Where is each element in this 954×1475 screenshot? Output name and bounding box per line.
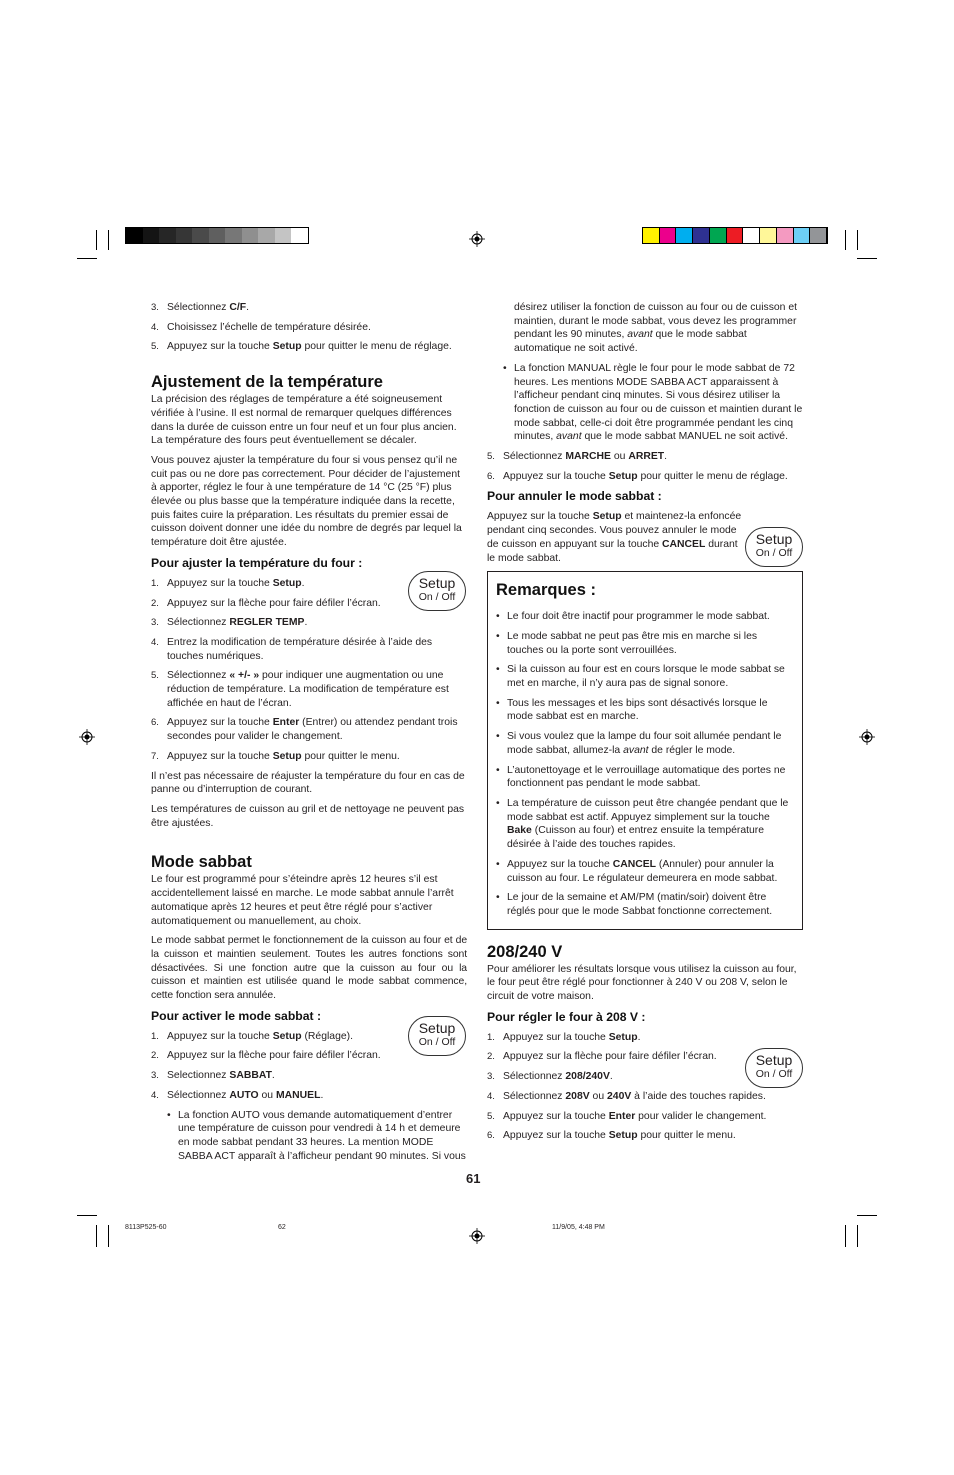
crop-mark [845,230,846,250]
list-item [151,321,467,335]
list-item [151,636,467,663]
step-text [503,1090,803,1104]
text: durant le mode sabbat. [487,538,738,564]
text: et maintenez-la enfoncée pendant cinq secondes. Vous pouvez annuler le mode de cuisson en appuyant sur la touche [487,511,742,550]
text: Si vous voulez que la lampe du four soit allumée pendant le mode sabbat, allumez-la [507,731,782,756]
remarques-box [487,571,803,929]
registration-mark-icon [859,729,875,745]
color-swatch [693,228,710,243]
list-item [151,301,467,315]
step-number: 4. [151,1089,159,1101]
bold-text: CANCEL [612,858,656,870]
list-item [487,1129,803,1143]
step-number: 4. [487,1090,495,1102]
gray-swatch [159,228,176,243]
step-number: 2. [151,1050,159,1062]
color-swatch [743,228,760,243]
bullet-text [507,610,794,624]
text: de régler le mode. [648,744,736,756]
gray-swatch [225,228,242,243]
text: ou [589,1090,608,1102]
list-item [151,1109,467,1164]
bullet-dot: • [167,1109,171,1121]
bullet-dot: • [496,797,500,809]
italic-text: avant [556,431,582,443]
step-number: 3. [151,1070,159,1082]
text: Le jour de la semaine et AM/PM (matin/soir) doivent être réglés pour que le mode Sabbat fonctionne correctement. [507,892,773,917]
right-column [487,301,803,1149]
text: . [301,577,305,589]
step-number: 1. [151,577,159,589]
bold-text: MARCHE [565,451,611,463]
subsection-title: Pour activer le mode sabbat : [151,1008,322,1023]
step-text [503,1110,803,1124]
bold-text: SABBAT [229,1070,272,1082]
bullet-text [507,663,794,690]
registration-mark-icon [469,1228,485,1244]
text: La fonction MANUAL règle le four pour le mode sabbat de 72 heures. Les mentions MODE SABBA ACT apparaissent à l’afficheur pendant cinq minutes. Si vous désirez utiliser la fonction de cuisson au four ou de cuisson et maintien durant le mode sabbat, celle-ci doit être programmée pendant les cinq minutes, [514,362,803,443]
crop-mark [857,230,858,250]
text: Appuyez sur la touche [503,470,609,482]
text: Sélectionnez [503,1090,566,1102]
registration-mark-icon [469,231,485,247]
step-text [167,301,467,315]
paragraph: La précision des réglages de température a été soigneusement vérifiée à l’usine. Il est normal de remarquer quelques différences dans la durée de cuisson entre un four neuf et un four plus ancien. La température des fours peut éventuellement se décaler. [151,394,457,447]
bullet-dot: • [496,611,500,623]
text: Sélectionnez [503,451,566,463]
bullet-text [507,697,794,724]
text: Selectionnez [167,1070,230,1082]
list-item [496,891,794,918]
step-text [503,1031,803,1045]
subsection-title: Pour annuler le mode sabbat : [487,489,662,504]
setup-sublabel: On / Off [755,547,793,559]
bold-text: Setup [608,1031,638,1043]
bold-text: Setup [272,577,302,589]
text: Entrez la modification de température désirée à l’aide des touches numériques. [167,636,433,662]
list-item [487,450,803,464]
setup-label: Setup [755,1052,793,1068]
footer-date: 11/9/05, 4:48 PM [552,1224,605,1231]
step-text [167,636,467,663]
color-swatch [794,228,811,243]
text: . [664,451,668,463]
text: Appuyez sur la touche [507,858,613,870]
setup-sublabel: On / Off [418,591,456,603]
color-swatch [710,228,727,243]
text: Appuyez sur la touche [167,577,273,589]
list-item [487,1110,803,1124]
color-calibration-strip [642,227,828,244]
bold-text: Bake [507,825,532,837]
step-text [167,669,467,710]
list-item [496,697,794,724]
bold-text: 208/240V [565,1071,610,1083]
bold-text: Setup [608,1130,638,1142]
section-title: Mode sabbat [151,853,252,872]
color-swatch [660,228,677,243]
bullet-dot: • [496,664,500,676]
step-number: 3. [487,1071,495,1083]
text: La température de cuisson peut être changée pendant que le mode sabbat est actif. Appuyez simplement sur la touche [507,797,789,823]
text: pour indiquer une augmentation ou une réduction de température. La modification de température est affichée en haut de l’écran. [167,670,449,709]
step-number: 3. [151,302,159,313]
bullet-dot: • [496,697,500,709]
text: désirez utiliser la fonction de cuisson au four ou de cuisson et maintien, durant le mode sabbat, vous devez les programmer pendant les 90 minutes, [514,302,798,341]
text: . [320,1089,324,1101]
crop-mark [77,258,97,259]
color-swatch [760,228,777,243]
text: . [637,1031,641,1043]
step-number: 6. [151,717,159,729]
setup-label: Setup [418,1020,456,1036]
footer-page: 62 [278,1224,286,1231]
list-item [151,716,467,743]
text: pour quitter le menu. [301,750,400,762]
text: pour valider le changement. [635,1110,767,1122]
bullet-text [514,362,803,444]
list-item [151,669,467,710]
bold-text: CANCEL [662,538,706,550]
step-text [167,750,467,764]
crop-mark [845,1225,846,1247]
setup-button[interactable] [745,527,803,567]
color-swatch [777,228,794,243]
paragraph: Pour améliorer les résultats lorsque vous utilisez la cuisson au four, le four peut être réglé pour fonctionner à 240 V ou 208 V, selon le circuit de votre maison. [487,963,797,1003]
list-item [496,663,794,690]
gray-swatch [143,228,160,243]
bullet-dot: • [496,764,500,776]
bullet-dot: • [496,892,500,904]
bullet-dot: • [496,858,500,870]
list-item [487,1031,803,1045]
setup-label: Setup [755,531,793,547]
list-item [151,750,467,764]
bullet-text [507,630,794,657]
list-item [487,362,803,444]
list-item [151,616,467,630]
bold-text: « +/- » [229,670,260,682]
text: Appuyez sur la touche [167,750,273,762]
list-item [151,1069,467,1083]
list-item [487,470,803,484]
color-swatch [810,228,827,243]
crop-mark [96,1225,97,1247]
remarques-list [496,610,794,918]
text: Appuyez sur la flèche pour faire défiler l’écran. [503,1051,717,1063]
text: Sélectionnez [167,1089,230,1101]
bold-text: C/F [229,302,247,313]
setup-sublabel: On / Off [418,1036,456,1048]
step-text [503,450,803,464]
page-number: 61 [466,1171,481,1186]
section-title: Ajustement de la température [151,373,383,392]
bold-text: Setup [608,470,638,482]
text: Si la cuisson au four est en cours lorsque le mode sabbat se met en marche, il n’y aura pas de signal sonore. [507,664,785,690]
bullet-text [507,764,794,791]
step-number: 6. [487,1130,495,1142]
color-swatch [643,228,660,243]
box-title: Remarques : [496,581,596,600]
v-steps [487,1031,803,1143]
crop-mark [857,1215,877,1216]
text: Appuyez sur la flèche pour faire défiler l’écran. [167,1050,381,1062]
gray-swatch [209,228,226,243]
step-text [503,470,803,484]
paragraph: Les températures de cuisson au gril et de nettoyage ne peuvent pas être ajustées. [151,803,465,829]
bold-text: Setup [272,750,302,762]
bold-text: AUTO [229,1089,259,1101]
step-number: 5. [487,1110,495,1122]
crop-mark [108,230,109,250]
text: Appuyez sur la touche [167,717,273,729]
bullet-dot: • [496,731,500,743]
text: (Entrer) ou attendez pendant trois secondes pour valider le changement. [167,717,458,743]
italic-text: avant [627,329,653,341]
bold-text: Setup [272,1030,302,1042]
text: à l’aide des touches rapides. [631,1090,766,1102]
text: Appuyez sur la touche [167,341,273,353]
list-item [487,1090,803,1104]
setup-sublabel: On / Off [755,1068,793,1080]
gray-swatch [176,228,193,243]
crop-mark [96,230,97,250]
gray-calibration-strip [125,227,309,244]
text: Sélectionnez [167,617,230,629]
step-text [167,1069,467,1083]
bold-text: ARRET [628,451,665,463]
gray-swatch [192,228,209,243]
step-number: 6. [487,470,495,482]
step-text [167,616,467,630]
text: Appuyez sur la touche [167,1030,273,1042]
text: Appuyez sur la flèche pour faire défiler l’écran. [167,597,381,609]
list-item [151,1089,467,1103]
bold-text: 208V [565,1090,590,1102]
list-item [151,340,467,354]
step-number: 2. [151,597,159,609]
step-text [167,1089,467,1103]
color-swatch [727,228,744,243]
text: (Réglage). [301,1030,353,1042]
text: Appuyez sur la touche [503,1031,609,1043]
list-item [496,610,794,624]
step-number: 3. [151,617,159,629]
text: . [609,1071,613,1083]
setup-button[interactable] [745,1048,803,1088]
bullet-dot: • [503,362,507,374]
setup-button[interactable] [408,1016,466,1056]
step-number: 4. [151,636,159,648]
crop-mark [108,1225,109,1247]
bold-text: Enter [608,1110,636,1122]
paragraph: Le mode sabbat permet le fonctionnement de la cuisson au four et de la cuisson et maintien seulement. Toutes les autres fonctions sont désactivées. Si une fonction autre que la cuisson au four ou la cuisson et maintien est utilisée quand le mode sabbat commence, cette fonction sera annulée. [151,935,467,1002]
italic-text: avant [623,744,649,756]
paragraph: Vous pouvez ajuster la température du four si vous pensez qu’il ne cuit pas ou ne dore pas correctement. Pour décider de l’ajustement à apporter, réglez le four à une température de 14 °C (25 °F) plus élevée ou plus basse que la température indiquée dans la recette, puis faites cuire la préparation. Les résultats du premier essai de cuisson doivent donner une idée du nombre de degrés par lequel la température doit être ajustée. [151,454,462,549]
gray-swatch [242,228,259,243]
text: que le mode sabbat MANUEL ne soit activé. [581,431,788,443]
list-item [496,764,794,791]
gray-swatch [291,228,308,243]
text: Tous les messages et les bips sont désactivés lorsque le mode sabbat est en marche. [507,697,768,723]
text: Sélectionnez [167,302,230,313]
step-number: 5. [151,341,159,353]
bold-text: Enter [272,717,300,729]
text: pour quitter le menu de réglage. [637,470,788,482]
gray-swatch [275,228,292,243]
step-number: 5. [151,670,159,682]
text: (Cuisson au four) et entrez ensuite la température désirée à l’aide des touches rapides. [507,825,765,851]
bullet-text: La fonction AUTO vous demande automatiquement d’entrer une température de cuisson pour vendredi à 14 h et demeure en mode sabbat pendant 33 heures. La mention MODE SABBA ACT apparaît à l’afficheur pendant 90 minutes. Si vous [178,1109,466,1162]
bold-text: MANUEL [275,1089,321,1101]
paragraph [487,510,742,565]
step-text [167,321,467,335]
paragraph: Il n’est pas nécessaire de réajuster la température du four en cas de panne ou d’interruption de courant. [151,770,465,796]
bold-text: Setup [592,511,622,523]
bullet-text [507,858,794,885]
bold-text: REGLER TEMP [229,617,305,629]
continued-text [487,301,803,356]
text: Appuyez sur la touche [503,1130,609,1142]
list-item [496,858,794,885]
list-item [496,730,794,757]
step-number: 1. [151,1030,159,1042]
paragraph: Le four est programmé pour s’éteindre après 12 heures s’il est accidentellement laissé en marche. Le mode sabbat annule l’arrêt automatique après 12 heures et peut être réglé pour s’activer automatiquement ou manuellement, au choix. [151,874,454,927]
bullet-text [507,891,794,918]
text: ou [258,1089,276,1101]
text: Appuyez sur la touche [487,511,593,523]
text: L’autonettoyage et le verrouillage automatique des portes ne fonctionnent pas pendant le mode sabbat. [507,764,786,790]
steps-5-6 [487,450,803,483]
text: Le four doit être inactif pour programmer le mode sabbat. [507,611,770,623]
text: ou [611,451,629,463]
step-number: 4. [151,321,159,333]
text: pour quitter le menu de réglage. [301,341,452,353]
text: (Annuler) pour annuler la cuisson au four. Le régulateur demeurera en mode sabbat. [507,858,778,884]
text: . [246,302,250,313]
bold-text: 240V [607,1090,632,1102]
step-text [167,340,467,354]
bold-text: Setup [272,341,302,353]
step-text [167,716,467,743]
step-number: 1. [487,1031,495,1043]
text: Sélectionnez [503,1071,566,1083]
setup-label: Setup [418,575,456,591]
bullet-text [507,730,794,757]
step-number: 2. [487,1051,495,1063]
section-title: 208/240 V [487,942,563,961]
list-item [496,630,794,657]
step-number: 5. [487,451,495,463]
intro-steps [151,301,467,354]
text: Choisissez l’échelle de température désirée. [167,321,371,333]
crop-mark [857,258,877,259]
text: Appuyez sur la touche [503,1110,609,1122]
footer-file: 8113P525-60 [125,1224,167,1231]
text: . [304,617,308,629]
text: Le mode sabbat ne peut pas être mis en marche si les touches ou la porte sont verrouillées. [507,630,758,656]
bullet-dot: • [496,630,500,642]
crop-mark [77,1215,97,1216]
setup-button[interactable] [408,571,466,611]
subsection-title: Pour régler le four à 208 V : [487,1009,646,1024]
text: Sélectionnez [167,670,230,682]
text: pour quitter le menu. [637,1130,736,1142]
color-swatch [676,228,693,243]
registration-mark-icon [79,729,95,745]
text: que le mode sabbat automatique ne soit activé. [514,329,747,355]
bullet-text [507,797,794,852]
list-item [496,797,794,852]
gray-swatch [126,228,143,243]
crop-mark [857,1225,858,1247]
text: . [271,1070,275,1082]
gray-swatch [258,228,275,243]
subsection-title: Pour ajuster la température du four : [151,555,363,570]
step-text [503,1129,803,1143]
step-number: 7. [151,750,159,762]
